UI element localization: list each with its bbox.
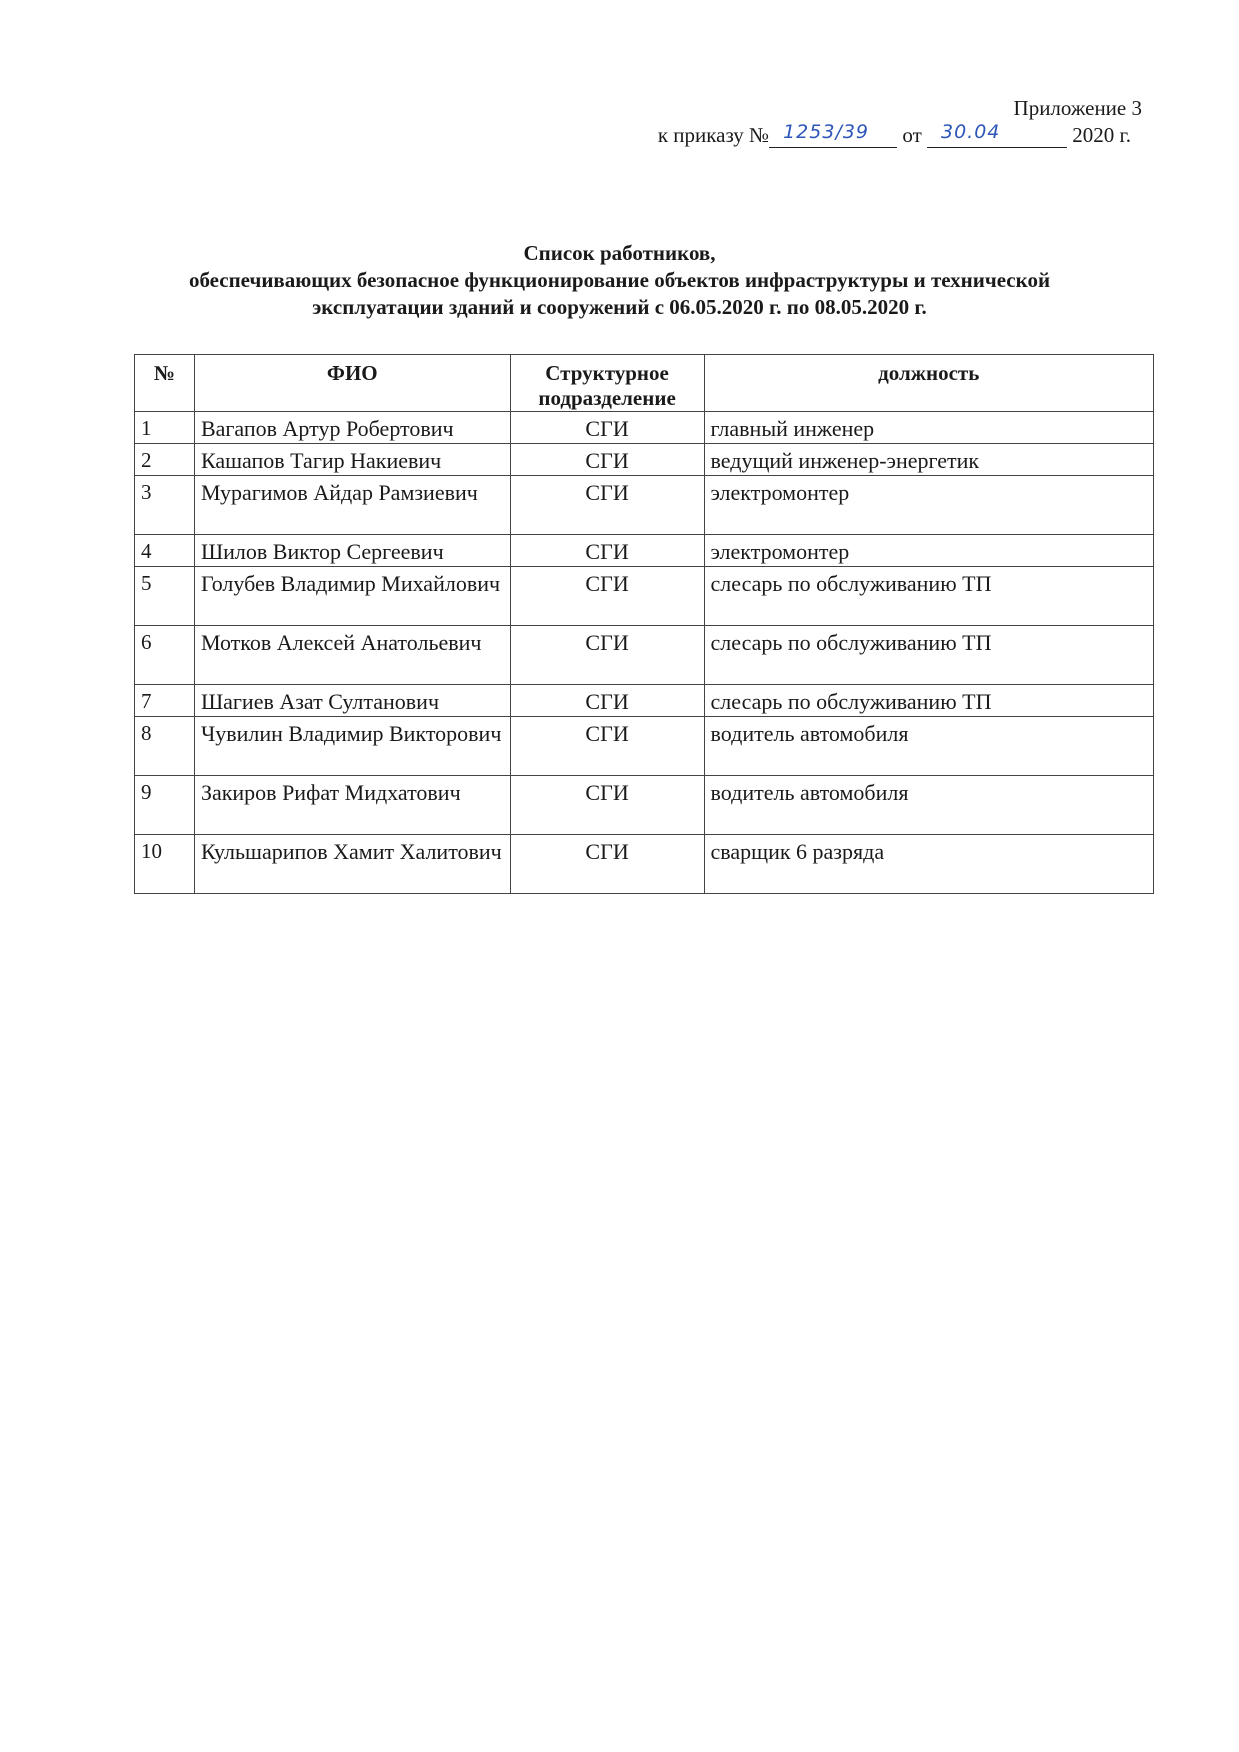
row-num: 7 xyxy=(135,685,195,717)
order-prefix: к приказу № xyxy=(657,123,770,147)
document-title xyxy=(0,240,1239,321)
row-dept: СГИ xyxy=(510,776,704,835)
staff-table xyxy=(134,354,1154,894)
order-number-handwritten: 1253/39 xyxy=(783,121,870,143)
table-row xyxy=(135,412,1154,444)
row-num: 3 xyxy=(135,476,195,535)
row-position: слесарь по обслуживанию ТП xyxy=(704,685,1153,717)
row-name: Чувилин Владимир Викторович xyxy=(194,717,510,776)
row-position: главный инженер xyxy=(704,412,1153,444)
table-row xyxy=(135,835,1154,894)
row-num: 4 xyxy=(135,535,195,567)
row-num: 1 xyxy=(135,412,195,444)
table-row xyxy=(135,626,1154,685)
header-num: № xyxy=(135,355,195,412)
table-row xyxy=(135,476,1154,535)
row-name: Закиров Рифат Мидхатович xyxy=(194,776,510,835)
order-number-field xyxy=(769,121,897,148)
row-position: электромонтер xyxy=(704,535,1153,567)
row-name: Мотков Алексей Анатольевич xyxy=(194,626,510,685)
row-dept: СГИ xyxy=(510,685,704,717)
header-position: должность xyxy=(704,355,1153,412)
row-position: водитель автомобиля xyxy=(704,717,1153,776)
annex-label: Приложение 3 xyxy=(1013,96,1142,120)
title-line-1: Список работников, xyxy=(523,241,716,265)
table-row xyxy=(135,685,1154,717)
row-position: ведущий инженер-энергетик xyxy=(704,444,1153,476)
order-date-handwritten: 30.04 xyxy=(941,121,1001,143)
table-row xyxy=(135,776,1154,835)
row-num: 6 xyxy=(135,626,195,685)
row-position: сварщик 6 разряда xyxy=(704,835,1153,894)
row-position: водитель автомобиля xyxy=(704,776,1153,835)
order-reference xyxy=(658,122,1131,148)
row-name: Кашапов Тагир Накиевич xyxy=(194,444,510,476)
row-num: 2 xyxy=(135,444,195,476)
row-name: Кульшарипов Хамит Халитович xyxy=(194,835,510,894)
table-row xyxy=(135,444,1154,476)
row-position: электромонтер xyxy=(704,476,1153,535)
row-name: Шагиев Азат Султанович xyxy=(194,685,510,717)
row-dept: СГИ xyxy=(510,717,704,776)
header-dept: Структурное подразделение xyxy=(510,355,704,412)
order-from-label: от xyxy=(902,123,922,147)
row-dept: СГИ xyxy=(510,567,704,626)
header-name: ФИО xyxy=(194,355,510,412)
table-row xyxy=(135,567,1154,626)
row-name: Шилов Виктор Сергеевич xyxy=(194,535,510,567)
row-num: 8 xyxy=(135,717,195,776)
table-header-row xyxy=(135,355,1154,412)
order-year: 2020 г. xyxy=(1072,123,1131,147)
title-line-3: эксплуатации зданий и сооружений с 06.05.2020 г. по 08.05.2020 г. xyxy=(312,295,927,319)
row-dept: СГИ xyxy=(510,626,704,685)
row-dept: СГИ xyxy=(510,444,704,476)
row-num: 5 xyxy=(135,567,195,626)
table-row xyxy=(135,717,1154,776)
row-dept: СГИ xyxy=(510,535,704,567)
row-name: Голубев Владимир Михайлович xyxy=(194,567,510,626)
table-row xyxy=(135,535,1154,567)
row-position: слесарь по обслуживанию ТП xyxy=(704,626,1153,685)
row-num: 9 xyxy=(135,776,195,835)
row-dept: СГИ xyxy=(510,476,704,535)
title-line-2: обеспечивающих безопасное функционирование объектов инфраструктуры и технической xyxy=(188,268,1051,292)
row-name: Вагапов Артур Робертович xyxy=(194,412,510,444)
row-dept: СГИ xyxy=(510,835,704,894)
row-name: Мурагимов Айдар Рамзиевич xyxy=(194,476,510,535)
row-dept: СГИ xyxy=(510,412,704,444)
row-num: 10 xyxy=(135,835,195,894)
order-date-field xyxy=(927,121,1067,148)
row-position: слесарь по обслуживанию ТП xyxy=(704,567,1153,626)
